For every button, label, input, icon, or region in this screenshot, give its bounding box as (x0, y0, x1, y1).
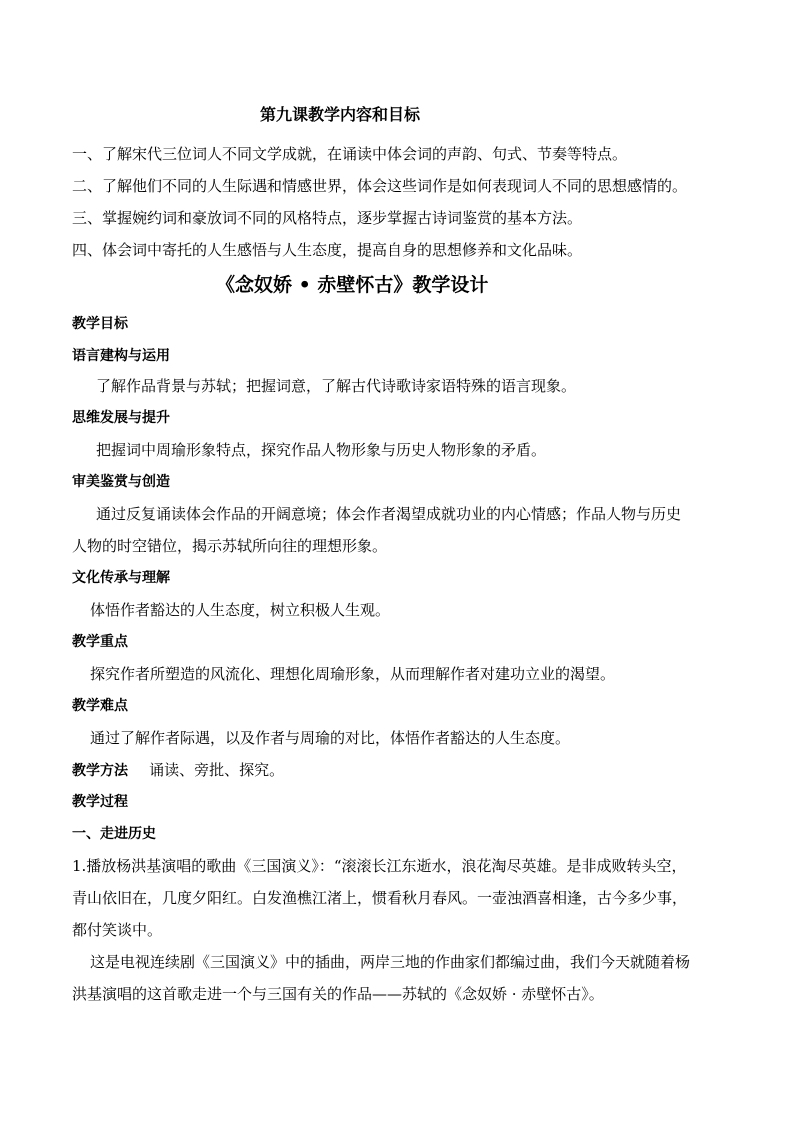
step1-para1-line3: 都付笑谈中。 (72, 921, 163, 939)
step1-para2-line1: 这是电视连续剧《三国演义》中的插曲，两岸三地的作曲家们都编过曲，我们今天就随着杨 (90, 953, 691, 971)
goal-text-thinking: 把握词中周瑜形象特点，探究作品人物形象与历史人物形象的矛盾。 (96, 441, 547, 459)
key-point-heading: 教学重点 (72, 634, 128, 650)
goal-heading-culture: 文化传承与理解 (72, 570, 170, 586)
goal-heading-thinking: 思维发展与提升 (72, 410, 170, 426)
objective-1: 一、了解宋代三位词人不同文学成就，在诵读中体会词的声韵、句式、节奏等特点。 (72, 145, 628, 163)
goals-heading: 教学目标 (72, 316, 128, 332)
method-text: 诵读、旁批、探究。 (149, 761, 285, 779)
lesson-title: 第九课教学内容和目标 (260, 105, 421, 124)
goal-text-language: 了解作品背景与苏轼；把握词意，了解古代诗歌诗家语特殊的语言现象。 (96, 377, 577, 395)
difficulty-heading: 教学难点 (72, 698, 128, 714)
method-row (72, 760, 284, 781)
step1-para1-line2: 青山依旧在，几度夕阳红。白发渔樵江渚上，惯看秋月春风。一壶浊酒喜相逢，古今多少事， (72, 889, 688, 907)
design-title: 《念奴娇 • 赤壁怀古》教学设计 (216, 274, 489, 296)
difficulty-text: 通过了解作者际遇，以及作者与周瑜的对比，体悟作者豁达的人生态度。 (90, 729, 571, 747)
goal-text-aesthetic-line2: 人物的时空错位，揭示苏轼所向往的理想形象。 (72, 537, 388, 555)
step1-heading: 一、走进历史 (72, 826, 156, 842)
goal-heading-aesthetic: 审美鉴赏与创造 (72, 474, 170, 490)
objective-3: 三、掌握婉约词和豪放词不同的风格特点，逐步掌握古诗词鉴赏的基本方法。 (72, 209, 583, 227)
key-point-text: 探究作者所塑造的风流化、理想化周瑜形象，从而理解作者对建功立业的渴望。 (90, 665, 616, 683)
method-heading: 教学方法 (72, 763, 128, 779)
process-heading: 教学过程 (72, 794, 128, 810)
goal-text-aesthetic-line1: 通过反复诵读体会作品的开阔意境；体会作者渴望成就功业的内心情感；作品人物与历史 (96, 505, 682, 523)
goal-text-culture: 体悟作者豁达的人生态度，树立积极人生观。 (90, 601, 391, 619)
objective-4: 四、体会词中寄托的人生感悟与人生态度，提高自身的思想修养和文化品味。 (72, 241, 583, 259)
step1-para2-line2: 洪基演唱的这首歌走进一个与三国有关的作品——苏轼的《念奴娇 · 赤壁怀古》。 (72, 985, 604, 1003)
step1-para1-line1: 1.播放杨洪基演唱的歌曲《三国演义》：“滚滚长江东逝水，浪花淘尽英雄。是非成败转头空， (72, 857, 687, 875)
goal-heading-language: 语言建构与运用 (72, 348, 170, 364)
objective-2: 二、了解他们不同的人生际遇和情感世界，体会这些词作是如何表现词人不同的思想感情的。 (72, 177, 688, 195)
